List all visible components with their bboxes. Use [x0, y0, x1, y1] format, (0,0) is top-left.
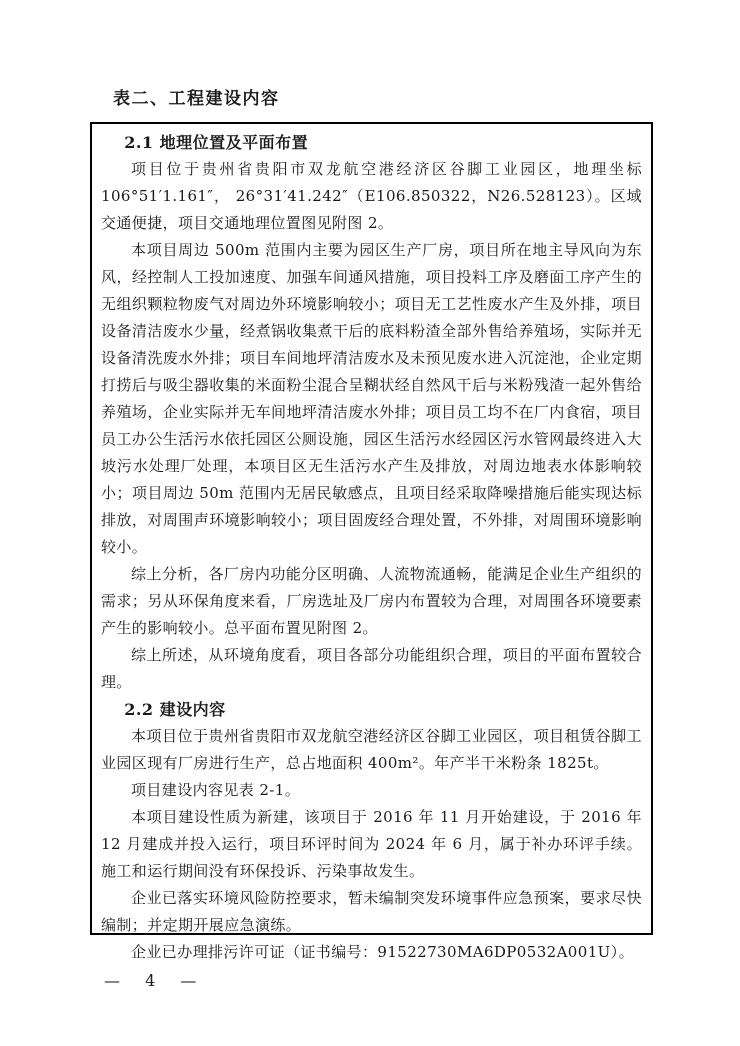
- paragraph-analysis-summary: 综上分析，各厂房内功能分区明确、人流物流通畅，能满足企业生产组织的需求；另从环保角度来看，厂房选址及厂房内布置较为合理，对周围各环境要素产生的影响较小。总平面布置见附图 2。: [101, 565, 642, 637]
- paragraph-risk-control: 企业已落实环境风险防控要求，暂未编制突发环境事件应急预案，要求尽快编制；并定期开展应急演练。: [101, 889, 642, 934]
- paragraph-construction-history: 本项目建设性质为新建，该项目于 2016 年 11 月开始建设，于 2016 年 12 月建成并投入运行，项目环评时间为 2024 年 6 月，属于补办环评手续。施工和运行期间没有环保投诉、污染事故发生。: [101, 808, 642, 880]
- paragraph-layout-conclusion: 综上所述，从环境角度看，项目各部分功能组织合理，项目的平面布置较合理。: [101, 646, 642, 691]
- paragraph-site-area-output: 本项目位于贵州省贵阳市双龙航空港经济区谷脚工业园区，项目租赁谷脚工业园区现有厂房进行生产，总占地面积 400m²。年产半干米粉条 1825t。: [101, 727, 642, 772]
- paragraph-surroundings-impact: 本项目周边 500m 范围内主要为园区生产厂房，项目所在地主导风向为东风，经控制人工投加速度、加强车间通风措施，项目投料工序及磨面工序产生的无组织颗粒物废气对周边外环境影响较小；项目无工艺性废水产生及外排，项目设备清洁废水少量，经煮锅收集煮干后的底料粉渣全部外售给养殖场，实际并无设备清洗废水外排；项目车间地坪清洁废水及未预见废水进入沉淀池，企业定期打捞后与吸尘器收集的米面粉尘混合呈糊状经自然风干后与米粉残渣一起外售给养殖场，企业实际并无车间地坪清洁废水外排；项目员工均不在厂内食宿，项目员工办公生活污水依托园区公厕设施，园区生活污水经园区污水管网最终进入大坡污水处理厂处理，本项目区无生活污水产生及排放，对周边地表水体影响较小；项目周边 50m 范围内无居民敏感点，且项目经采取降噪措施后能实现达标排放，对周围声环境影响较小；项目固废经合理处置，不外排，对周围环境影响较小。: [101, 241, 642, 556]
- paragraph-see-table: 项目建设内容见表 2-1。: [131, 781, 301, 799]
- section-heading-construction-content: 2.2 建设内容: [124, 700, 226, 719]
- page-title: 表二、工程建设内容: [113, 89, 280, 109]
- content-box: [90, 122, 653, 961]
- section-heading-geographic-location: 2.1 地理位置及平面布置: [124, 133, 309, 152]
- paragraph-location-coordinates: 项目位于贵州省贵阳市双龙航空港经济区谷脚工业园区，地理坐标 106°51′1.161″， 26°31′41.242″（E106.850322，N26.528123）。区域交通便捷，项目交通地理位置图见附图 2。: [101, 160, 642, 232]
- page-number: — 4 —: [104, 971, 207, 990]
- paragraph-discharge-permit: 企业已办理排污许可证（证书编号：91522730MA6DP0532A001U）。: [131, 943, 634, 961]
